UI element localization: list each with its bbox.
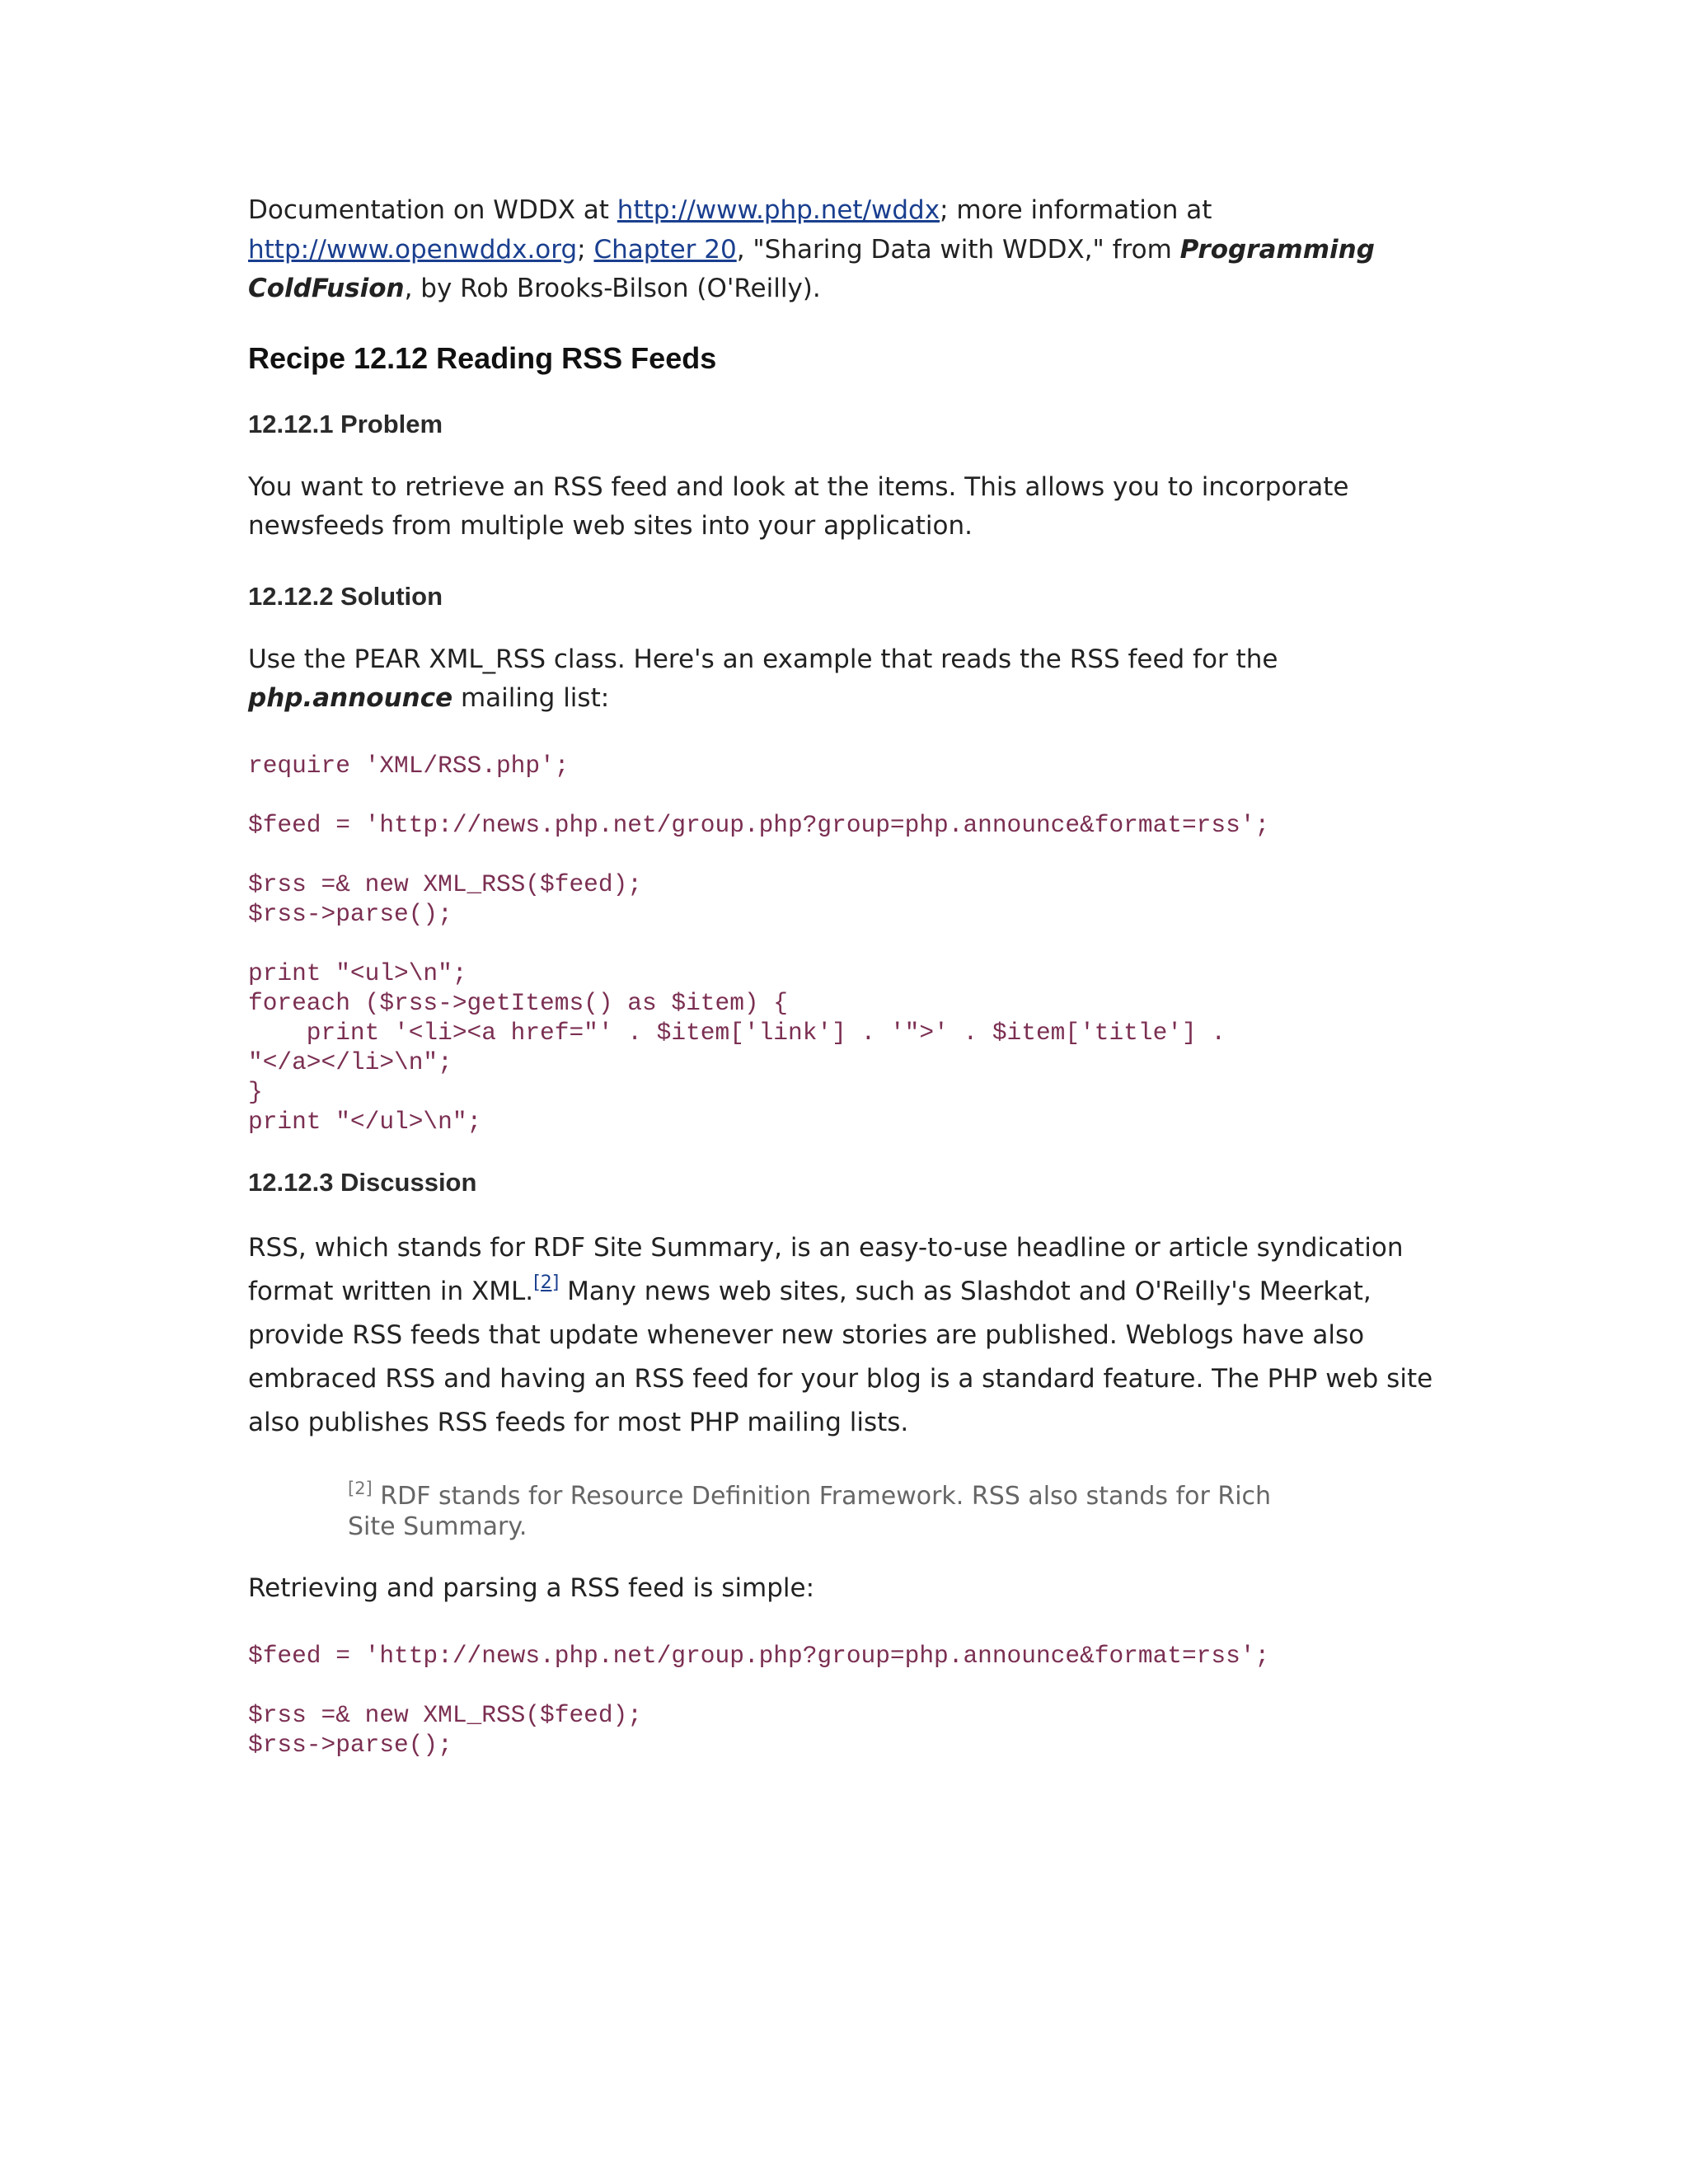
- intro-text-1: Documentation on WDDX at: [248, 195, 617, 225]
- solution-text-1: Use the PEAR XML_RSS class. Here's an example that reads the RSS feed for the: [248, 644, 1278, 674]
- solution-text-2: mailing list:: [452, 683, 610, 713]
- footnote-mark: [2]: [348, 1478, 373, 1498]
- discussion-paragraph: [248, 1226, 1443, 1445]
- solution-heading: 12.12.2 Solution: [248, 581, 443, 611]
- intro-text-2: ; more information at: [940, 195, 1212, 225]
- openwddx-link[interactable]: http://www.openwddx.org: [248, 234, 578, 265]
- solution-code-block: require 'XML/RSS.php'; $feed = 'http://news.php.net/group.php?group=php.announce&format=rss'; $rss =& new XML_RSS($feed); $rss->parse(); print "<ul>\n"; foreach ($rss->getItems() as $item) { print '<li><a href="' . $item['link'] . '">' . $item['title'] . "</a></li>\n"; } print "</ul>\n";: [248, 751, 1270, 1136]
- intro-text-5: , by Rob Brooks-Bilson (O'Reilly).: [404, 274, 821, 303]
- discussion-text-2: Many news web sites, such as Slashdot and O'Reilly's Meerkat, provide RSS feeds that update whenever new stories are published. Weblogs have also embraced RSS and having an RSS feed for your blog is a standard feature. The PHP web site also publishes RSS feeds for most PHP mailing lists.: [248, 1276, 1433, 1437]
- problem-paragraph: You want to retrieve an RSS feed and look at the items. This allows you to incorporate newsfeeds from multiple web sites into your application.: [248, 471, 1349, 541]
- solution-paragraph: [248, 640, 1443, 719]
- book-title: Programming ColdFusion: [248, 234, 1375, 303]
- intro-paragraph: [248, 191, 1443, 309]
- wddx-doc-link[interactable]: http://www.php.net/wddx: [617, 195, 940, 225]
- footnote-ref-link[interactable]: [2]: [533, 1272, 560, 1293]
- intro-text-4: , "Sharing Data with WDDX," from: [736, 234, 1180, 265]
- footnote: [348, 1478, 1312, 1542]
- discussion-heading: 12.12.3 Discussion: [248, 1167, 477, 1197]
- recipe-title: Recipe 12.12 Reading RSS Feeds: [248, 340, 717, 375]
- intro-text-3: ;: [577, 234, 594, 265]
- page: [248, 191, 1443, 1760]
- problem-heading: 12.12.1 Problem: [248, 409, 443, 438]
- retrieve-code-block: $feed = 'http://news.php.net/group.php?group=php.announce&format=rss'; $rss =& new XML_RSS($feed); $rss->parse();: [248, 1642, 1270, 1759]
- chapter-20-link[interactable]: Chapter 20: [593, 234, 737, 265]
- footnote-text: RDF stands for Resource Definition Framework. RSS also stands for Rich Site Summary.: [348, 1481, 1272, 1541]
- retrieving-paragraph: Retrieving and parsing a RSS feed is simple:: [248, 1572, 815, 1603]
- discussion-text-1: RSS, which stands for RDF Site Summary, is an easy-to-use headline or article syndication format written in XML.: [248, 1232, 1404, 1306]
- mailing-list-name: php.announce: [248, 683, 453, 713]
